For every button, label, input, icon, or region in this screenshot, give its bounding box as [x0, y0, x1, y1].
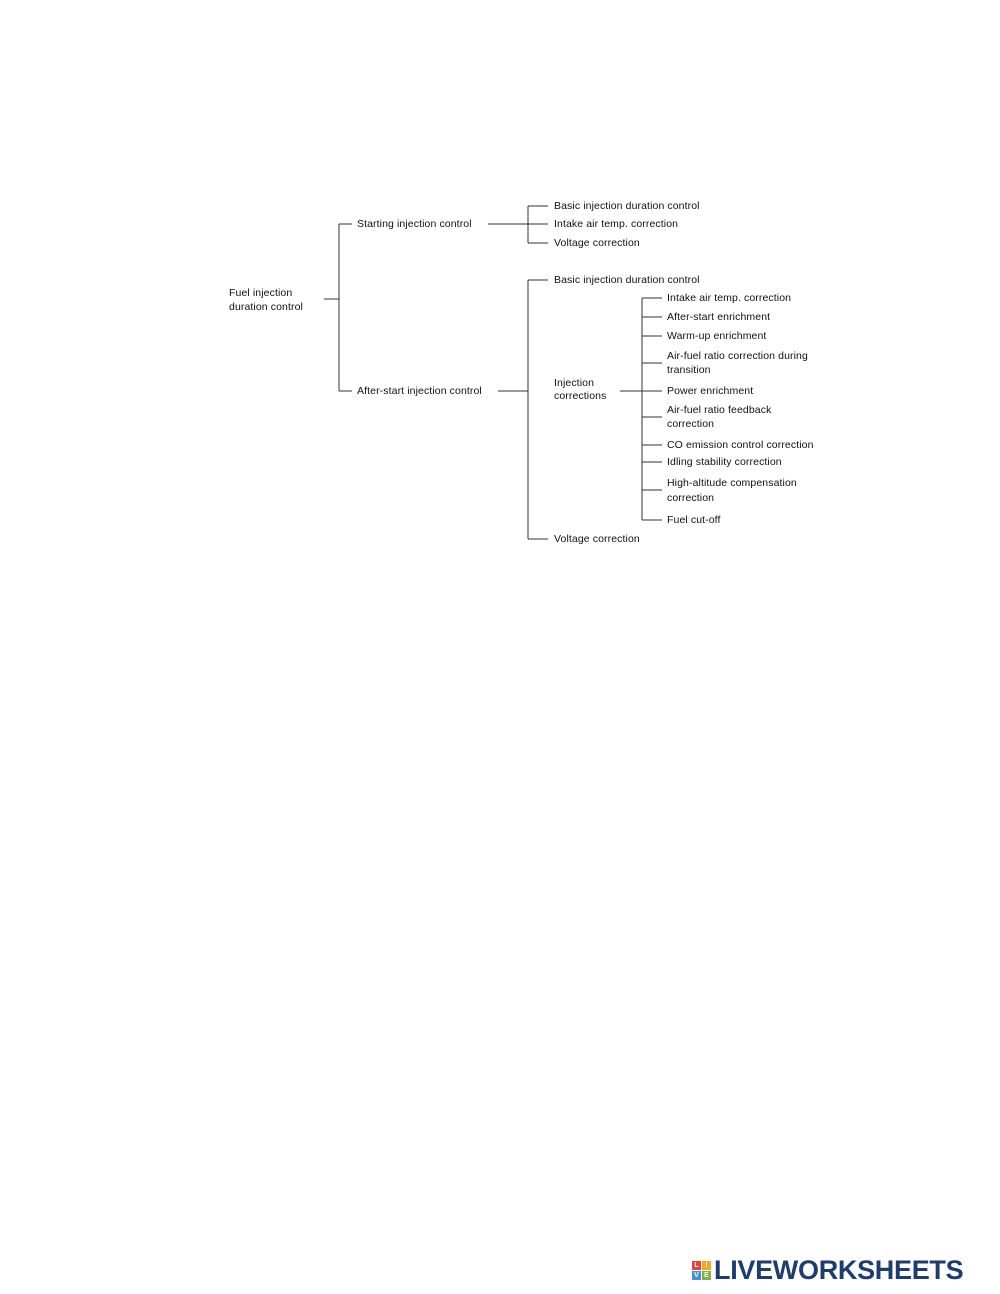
correction-power-enrichment: Power enrichment [667, 385, 754, 397]
injection-corrections-label-line-2: corrections [554, 390, 607, 402]
correction-air-fuel-transition-line-2: transition [667, 364, 711, 376]
injection-corrections-label-line-1: Injection [554, 377, 595, 389]
correction-high-altitude-line-2: correction [667, 492, 715, 504]
correction-air-fuel-feedback-line-1: Air-fuel ratio feedback [667, 404, 772, 416]
starting-basic-label: Basic injection duration control [554, 200, 700, 212]
correction-warm-up: Warm-up enrichment [667, 330, 767, 342]
logo-badge-icon: L I V E [692, 1261, 711, 1280]
after-start-injection-label: After-start injection control [357, 385, 482, 397]
starting-intake-label: Intake air temp. correction [554, 218, 679, 230]
starting-voltage-label: Voltage correction [554, 237, 640, 249]
correction-fuel-cut-off: Fuel cut-off [667, 514, 721, 526]
correction-intake-air: Intake air temp. correction [667, 292, 792, 304]
correction-air-fuel-feedback-line-2: correction [667, 418, 715, 430]
correction-high-altitude-line-1: High-altitude compensation [667, 477, 797, 489]
after-start-voltage-label: Voltage correction [554, 533, 640, 545]
logo-text: LIVEWORKSHEETS [714, 1255, 964, 1285]
correction-air-fuel-transition-line-1: Air-fuel ratio correction during [667, 350, 808, 362]
correction-idling-stability: Idling stability correction [667, 456, 782, 468]
root-label-line-2: duration control [229, 301, 303, 313]
liveworksheets-logo [692, 1256, 963, 1284]
after-start-basic-label: Basic injection duration control [554, 274, 700, 286]
root-label-line-1: Fuel injection [229, 287, 293, 299]
correction-co-emission: CO emission control correction [667, 439, 814, 451]
starting-injection-label: Starting injection control [357, 218, 472, 230]
correction-after-start-enrichment: After-start enrichment [667, 311, 771, 323]
